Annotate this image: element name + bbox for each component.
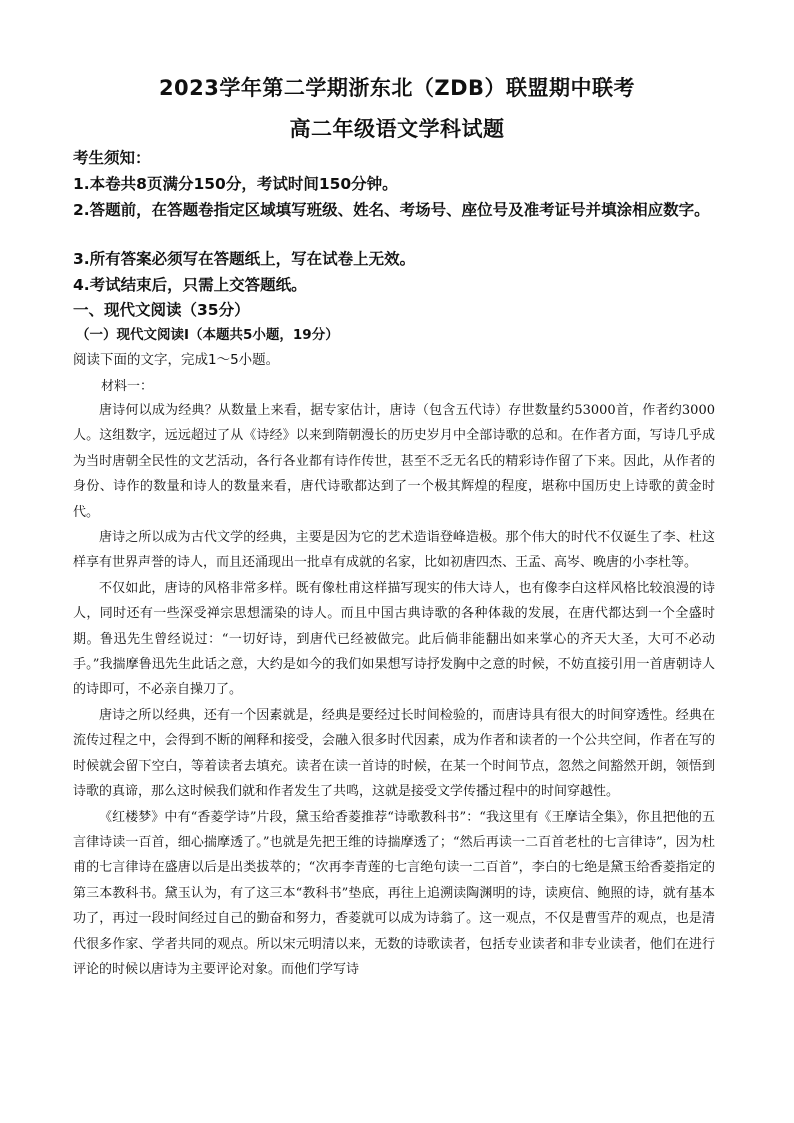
passage-paragraph: 唐诗之所以经典，还有一个因素就是，经典是要经过长时间检验的，而唐诗具有很大的时间穿透性。经典在流传过程之中，会得到不断的阐释和接受，会融入很多时代因素，成为作者和读者的一个公共空间，作者在写的时候就会留下空白，等着读者去填充。读者在读一首诗的时候，在某一个时间节点，忽然之间豁然开朗，领悟到诗歌的真谛，那么这时候我们就和作者发生了共鸣，这就是接受文学传播过程中的时间穿越性。 — [73, 707, 715, 800]
exam-subtitle: 高二年级语文学科试题 — [289, 117, 505, 141]
notice-item: 4.考试结束后，只需上交答题纸。 — [73, 276, 307, 294]
reading-instruction: 阅读下面的文字，完成1～5小题。 — [73, 352, 280, 368]
notice-item: 2.答题前，在答题卷指定区域填写班级、姓名、考场号、座位号及准考证号并填涂相应数字。 — [73, 201, 710, 219]
passage-paragraph: 不仅如此，唐诗的风格非常多样。既有像杜甫这样描写现实的伟大诗人，也有像李白这样风格比较浪漫的诗人，同时还有一些深受禅宗思想濡染的诗人。而且中国古典诗歌的各种体裁的发展，在唐代都达到一个全盛时期。鲁迅先生曾经说过：“一切好诗，到唐代已经被做完。此后倘非能翻出如来掌心的齐天大圣，大可不必动手。”我揣摩鲁迅先生此话之意，大约是如今的我们如果想写诗抒发胸中之意的时候，不妨直接引用一首唐朝诗人的诗即可，不必亲自操刀了。 — [73, 580, 715, 698]
passage-paragraph: 唐诗之所以成为古代文学的经典，主要是因为它的艺术造诣登峰造极。那个伟大的时代不仅诞生了李、杜这样享有世界声誉的诗人，而且还涌现出一批卓有成就的名家，比如初唐四杰、王孟、高岑、晚唐的小李杜等。 — [73, 530, 715, 571]
notice-item: 3.所有答案必须写在答题纸上，写在试卷上无效。 — [73, 250, 416, 268]
passage-body — [73, 398, 715, 982]
material-label: 材料一： — [101, 379, 154, 394]
subsection-title: （一）现代文阅读Ⅰ（本题共5小题，19分） — [76, 327, 339, 343]
notice-item: 1.本卷共8页满分150分，考试时间150分钟。 — [73, 175, 398, 193]
exam-title: 2023学年第二学期浙东北（ZDB）联盟期中联考 — [158, 76, 636, 100]
passage-paragraph: 《红楼梦》中有“香菱学诗”片段，黛玉给香菱推荐“诗歌教科书”：“我这里有《王摩诘全集》，你且把他的五言律诗读一百首，细心揣摩透了。”也就是先把王维的诗揣摩透了；“然后再读一二百首老杜的七言律诗”，因为杜甫的七言律诗在盛唐以后是出类拔萃的；“次再李青莲的七言绝句读一二百首”，李白的七绝是黛玉给香菱指定的第三本教科书。黛玉认为，有了这三本“教科书”垫底，再往上追溯读陶渊明的诗，读庾信、鲍照的诗，就有基本功了，再过一段时间经过自己的勤奋和努力，香菱就可以成为诗翁了。这一观点，不仅是曹雪芹的观点，也是清代很多作家、学者共同的观点。所以宋元明清以来，无数的诗歌读者，包括专业读者和非专业读者，他们在进行评论的时候以唐诗为主要评论对象。而他们学写诗 — [73, 809, 715, 977]
passage-paragraph: 唐诗何以成为经典？从数量上来看，据专家估计，唐诗（包含五代诗）存世数量约53000首，作者约3000人。这组数字，远远超过了从《诗经》以来到隋朝漫长的历史岁月中全部诗歌的总和。在作者方面，写诗几乎成为当时唐朝全民性的文艺活动，各行各业都有诗作传世，甚至不乏无名氏的精彩诗作留了下来。因此，从作者的身份、诗作的数量和诗人的数量来看，唐代诗歌都达到了一个极其辉煌的程度，堪称中国历史上诗歌的黄金时代。 — [73, 403, 715, 520]
notice-heading: 考生须知： — [73, 149, 151, 167]
section-title: 一、现代文阅读（35分） — [73, 301, 250, 319]
